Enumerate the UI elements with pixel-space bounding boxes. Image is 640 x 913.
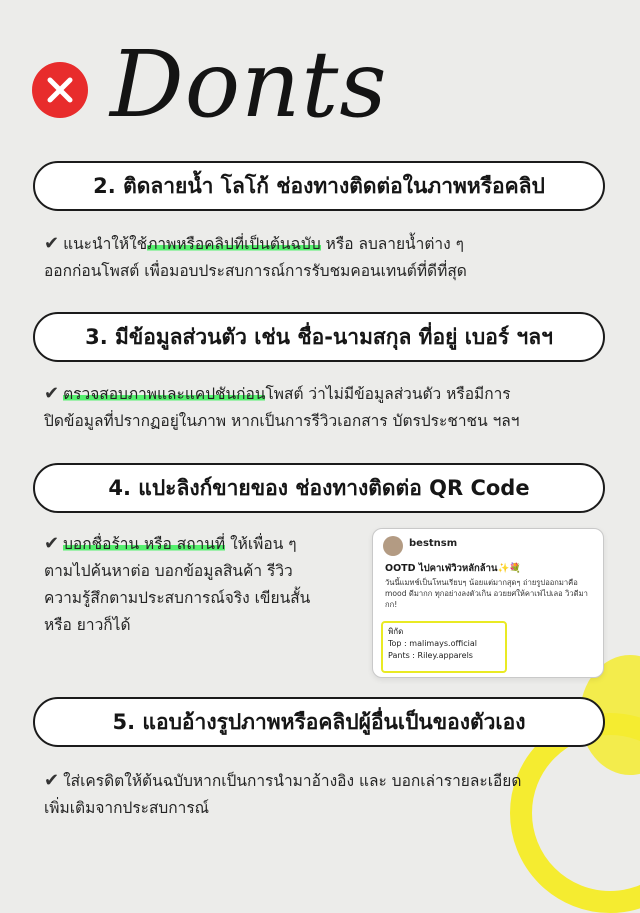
- highlight-text: ตรวจสอบภาพและแคปชันก่อน: [63, 385, 266, 403]
- highlight-text: บอกชื่อร้าน หรือ สถานที่: [63, 535, 226, 553]
- body-line: ปิดข้อมูลที่ปรากฏอยู่ในภาพ หากเป็นการรีวิวเอกสาร บัตรประชาชน ฯลฯ: [44, 412, 520, 430]
- body-line: ตามไปค้นหาต่อ บอกข้อมูลสินค้า รีวิว: [44, 562, 293, 580]
- body-line: ✔ บอกชื่อร้าน หรือ สถานที่ ให้เพื่อน ๆ: [44, 533, 297, 554]
- section-body-watermark: [44, 230, 467, 285]
- check-icon: ✔: [44, 533, 60, 554]
- body-line: ✔ ตรวจสอบภาพและแคปชันก่อนโพสต์ ว่าไม่มีข้อมูลส่วนตัว หรือมีการ: [44, 383, 511, 404]
- section-heading-personal-info: 3. มีข้อมูลส่วนตัว เช่น ชื่อ-นามสกุล ที่อยู่ เบอร์ ฯลฯ: [33, 312, 605, 362]
- body-line: ✔ แนะนำให้ใช้ภาพหรือคลิปที่เป็นต้นฉบับ หรือ ลบลายน้ำต่าง ๆ: [44, 233, 464, 254]
- check-icon: ✔: [44, 383, 60, 404]
- body-line: ออกก่อนโพสต์ เพื่อมอบประสบการณ์การรับชมคอนเทนต์ที่ดีที่สุด: [44, 262, 467, 280]
- example-post-card: [372, 528, 604, 678]
- body-line: ✔ ใส่เครดิตให้ต้นฉบับหากเป็นการนำมาอ้างอิง และ บอกเล่ารายละเอียด: [44, 770, 522, 791]
- credit-heading: พิกัด: [388, 627, 404, 636]
- section-body-personal-info: [44, 380, 520, 435]
- credit-box: [381, 621, 507, 673]
- header: [32, 30, 612, 140]
- post-title: OOTD ไปคาเฟ่วิวหลักล้าน✨💐: [385, 563, 522, 574]
- section-heading-impersonation: 5. แอบอ้างรูปภาพหรือคลิปผู้อื่นเป็นของตัวเอง: [33, 697, 605, 747]
- avatar: [383, 536, 403, 556]
- check-icon: ✔: [44, 770, 60, 791]
- body-line: เพิ่มเติมจากประสบการณ์: [44, 799, 210, 817]
- close-icon: [32, 62, 88, 118]
- body-line: ความรู้สึกตามประสบการณ์จริง เขียนสั้น: [44, 589, 311, 607]
- highlight-text: ภาพหรือคลิปที่เป็นต้นฉบับ: [147, 235, 321, 253]
- page-title: Donts: [110, 31, 388, 138]
- section-body-sales-links: [44, 530, 364, 639]
- body-line: หรือ ยาวก็ได้: [44, 616, 131, 634]
- post-body: วันนี้แมทช์เป็นโทนเรียบๆ น้อยแต่มากสุดๆ ถ่ายรูปออกมาคือ mood ดีมากก ทุกอย่างลงตัวเกิน อวยยศให้คาเฟ่ไปเลอ วิวดีมากก!: [385, 578, 588, 609]
- section-body-impersonation: [44, 767, 521, 822]
- post-username: bestnsm: [409, 538, 458, 549]
- check-icon: ✔: [44, 233, 60, 254]
- section-heading-sales-links: 4. แปะลิงก์ขายของ ช่องทางติดต่อ QR Code: [33, 463, 605, 513]
- credit-pants: Pants : Riley.apparels: [388, 651, 473, 660]
- credit-top: Top : malimays.official: [388, 639, 477, 648]
- section-heading-watermark: 2. ติดลายน้ำ โลโก้ ช่องทางติดต่อในภาพหรือคลิป: [33, 161, 605, 211]
